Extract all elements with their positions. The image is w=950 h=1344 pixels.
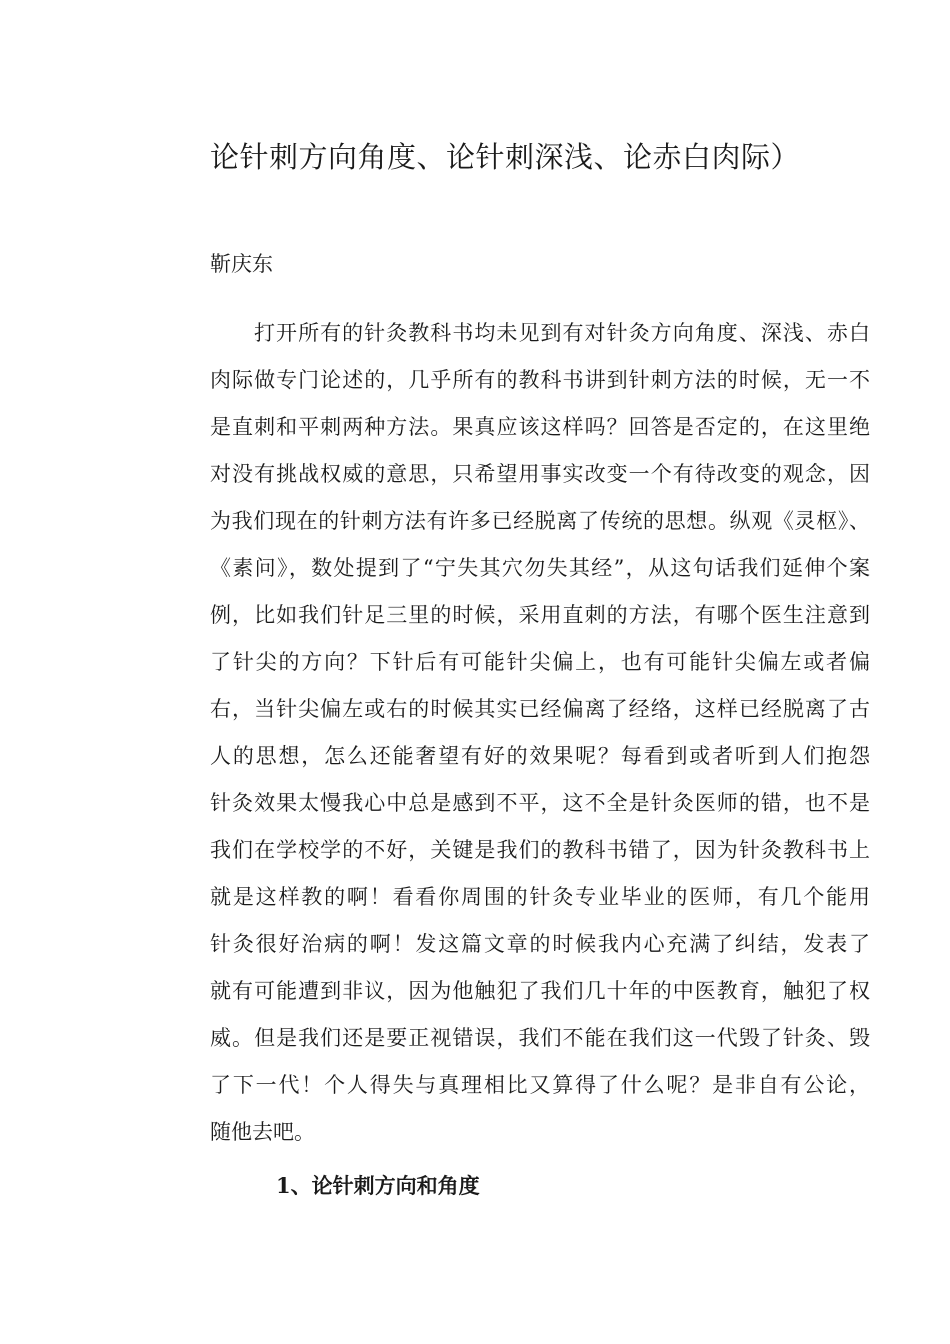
paragraph-line: 随他去吧。 — [210, 1120, 315, 1144]
paragraph-line: 了针尖的方向？下针后有可能针尖偏上，也有可能针尖偏左或者偏 — [210, 650, 870, 674]
author-name: 靳庆东 — [210, 252, 273, 276]
paragraph-line: 《素问》，数处提到了“宁失其穴勿失其经”，从这句话我们延伸个案 — [210, 556, 870, 580]
paragraph-line: 就有可能遭到非议，因为他触犯了我们几十年的中医教育，触犯了权 — [210, 979, 870, 1003]
paragraph-line: 右，当针尖偏左或右的时候其实已经偏离了经络，这样已经脱离了古 — [210, 697, 870, 721]
paragraph-line: 为我们现在的针刺方法有许多已经脱离了传统的思想。纵观《灵枢》、 — [210, 509, 870, 533]
paragraph-line: 肉际做专门论述的，几乎所有的教科书讲到针刺方法的时候，无一不 — [210, 368, 870, 392]
paragraph-line: 我们在学校学的不好，关键是我们的教科书错了，因为针灸教科书上 — [210, 838, 870, 862]
paragraph-line: 对没有挑战权威的意思，只希望用事实改变一个有待改变的观念，因 — [210, 462, 870, 486]
paragraph-line: 威。但是我们还是要正视错误，我们不能在我们这一代毁了针灸、毁 — [210, 1026, 870, 1050]
body-paragraph — [210, 310, 870, 1156]
paragraph-line: 针灸效果太慢我心中总是感到不平，这不全是针灸医师的错，也不是 — [210, 791, 870, 815]
paragraph-line: 例，比如我们针足三里的时候，采用直刺的方法，有哪个医生注意到 — [210, 603, 870, 627]
paragraph-line: 就是这样教的啊！看看你周围的针灸专业毕业的医师，有几个能用 — [210, 885, 870, 909]
document-title: 论针刺方向角度、论针刺深浅、论赤白肉际） — [210, 140, 801, 174]
section-heading: 1、论针刺方向和角度 — [276, 1173, 480, 1198]
paragraph-line: 是直刺和平刺两种方法。果真应该这样吗？回答是否定的，在这里绝 — [210, 415, 870, 439]
paragraph-line: 了下一代！个人得失与真理相比又算得了什么呢？是非自有公论， — [210, 1073, 870, 1097]
paragraph-line: 针灸很好治病的啊！发这篇文章的时候我内心充满了纠结，发表了 — [210, 932, 870, 956]
paragraph-line: 打开所有的针灸教科书均未见到有对针灸方向角度、深浅、赤白 — [254, 321, 870, 345]
paragraph-line: 人的思想，怎么还能奢望有好的效果呢？每看到或者听到人们抱怨 — [210, 744, 870, 768]
